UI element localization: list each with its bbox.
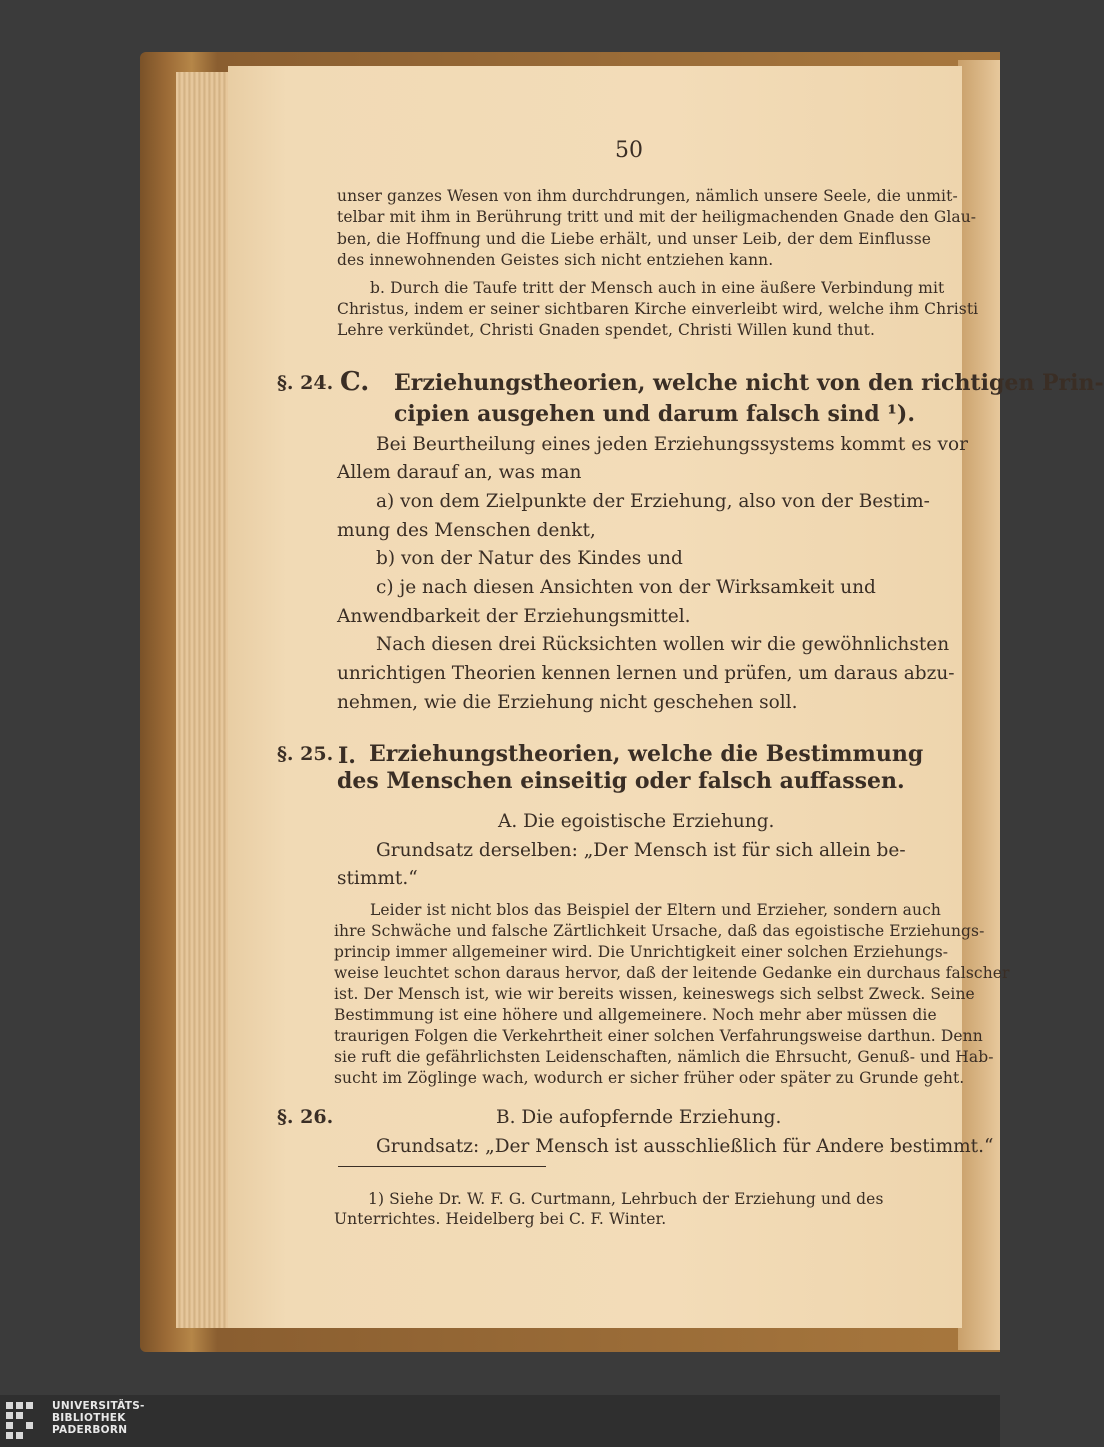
section-title: cipien ausgehen und darum falsch sind ¹). xyxy=(394,401,915,427)
text-line: unser ganzes Wesen von ihm durchdrungen, nämlich unsere Seele, die unmit- xyxy=(337,187,958,205)
text-line: Anwendbarkeit der Erziehungsmittel. xyxy=(337,606,691,627)
text-line: des innewohnenden Geistes sich nicht entziehen kann. xyxy=(337,251,774,269)
footer-bar xyxy=(0,1395,1000,1447)
section-title: Erziehungstheorien, welche die Bestimmung xyxy=(369,741,924,767)
section-title: des Menschen einseitig oder falsch auffassen. xyxy=(337,768,905,794)
text-line: Grundsatz derselben: „Der Mensch ist für sich allein be- xyxy=(376,840,906,861)
text-line: sie ruft die gefährlichsten Leidenschaften, nämlich die Ehrsucht, Genuß- und Hab- xyxy=(334,1048,994,1066)
text-line: Christus, indem er seiner sichtbaren Kirche einverleibt wird, welche ihm Christi xyxy=(337,300,979,318)
section-title: Erziehungstheorien, welche nicht von den richtigen Prin- xyxy=(394,370,1104,396)
section-number: §. 26. xyxy=(277,1106,334,1128)
text-line: Allem darauf an, was man xyxy=(337,462,582,483)
footnote-rule xyxy=(338,1166,546,1167)
text-line: Lehre verkündet, Christi Gnaden spendet, Christi Willen kund thut. xyxy=(337,321,875,339)
text-line: Nach diesen drei Rücksichten wollen wir die gewöhnlichsten xyxy=(376,634,950,655)
text-line: b. Durch die Taufe tritt der Mensch auch in eine äußere Verbindung mit xyxy=(370,279,945,297)
text-line: nehmen, wie die Erziehung nicht geschehen soll. xyxy=(337,692,798,713)
page-stack-edge xyxy=(176,72,232,1328)
text-line: mung des Menschen denkt, xyxy=(337,520,596,541)
text-line: a) von dem Zielpunkte der Erziehung, also von der Bestim- xyxy=(376,491,930,512)
text-line: sucht im Zöglinge wach, wodurch er sicher früher oder später zu Grunde geht. xyxy=(334,1069,965,1087)
library-name-line: PADERBORN xyxy=(52,1424,128,1436)
text-line: Grundsatz: „Der Mensch ist ausschließlich für Andere bestimmt.“ xyxy=(376,1136,994,1157)
text-line: ihre Schwäche und falsche Zärtlichkeit Ursache, daß das egoistische Erziehungs- xyxy=(334,922,985,940)
text-line: stimmt.“ xyxy=(337,868,418,889)
text-line: Leider ist nicht blos das Beispiel der Eltern und Erzieher, sondern auch xyxy=(370,901,941,919)
page-number: 50 xyxy=(615,138,643,163)
text-line: c) je nach diesen Ansichten von der Wirksamkeit und xyxy=(376,577,876,598)
text-line: weise leuchtet schon daraus hervor, daß der leitende Gedanke ein durchaus falscher xyxy=(334,964,1010,982)
library-name xyxy=(52,1400,145,1436)
text-line: traurigen Folgen die Verkehrtheit einer solchen Verfahrungsweise darthun. Denn xyxy=(334,1027,983,1045)
text-line: telbar mit ihm in Berührung tritt und mit der heiligmachenden Gnade den Glau- xyxy=(337,208,977,226)
library-name-line: BIBLIOTHEK xyxy=(52,1412,126,1424)
text-line: ist. Der Mensch ist, wie wir bereits wissen, keineswegs sich selbst Zweck. Seine xyxy=(334,985,975,1003)
text-line: Bei Beurtheilung eines jeden Erziehungssystems kommt es vor xyxy=(376,434,968,455)
subsection-title: B. Die aufopfernde Erziehung. xyxy=(496,1107,782,1128)
text-line: princip immer allgemeiner wird. Die Unrichtigkeit einer solchen Erziehungs- xyxy=(334,943,949,961)
section-number: §. 24. xyxy=(277,372,334,394)
footnote-line: Unterrichtes. Heidelberg bei C. F. Winter. xyxy=(334,1210,667,1228)
section-number: §. 25. xyxy=(277,743,334,765)
section-roman: I. xyxy=(338,743,356,769)
subsection-title: A. Die egoistische Erziehung. xyxy=(498,811,775,832)
text-line: unrichtigen Theorien kennen lernen und prüfen, um daraus abzu- xyxy=(337,663,955,684)
text-line: b) von der Natur des Kindes und xyxy=(376,548,683,569)
text-line: ben, die Hoffnung und die Liebe erhält, und unser Leib, der dem Einflusse xyxy=(337,230,932,248)
section-letter: C. xyxy=(340,367,370,397)
library-logo-icon xyxy=(6,1402,42,1440)
footnote-line: 1) Siehe Dr. W. F. G. Curtmann, Lehrbuch der Erziehung und des xyxy=(368,1190,884,1208)
library-name-line: UNIVERSITÄTS- xyxy=(52,1400,145,1412)
text-line: Bestimmung ist eine höhere und allgemeinere. Noch mehr aber müssen die xyxy=(334,1006,937,1024)
